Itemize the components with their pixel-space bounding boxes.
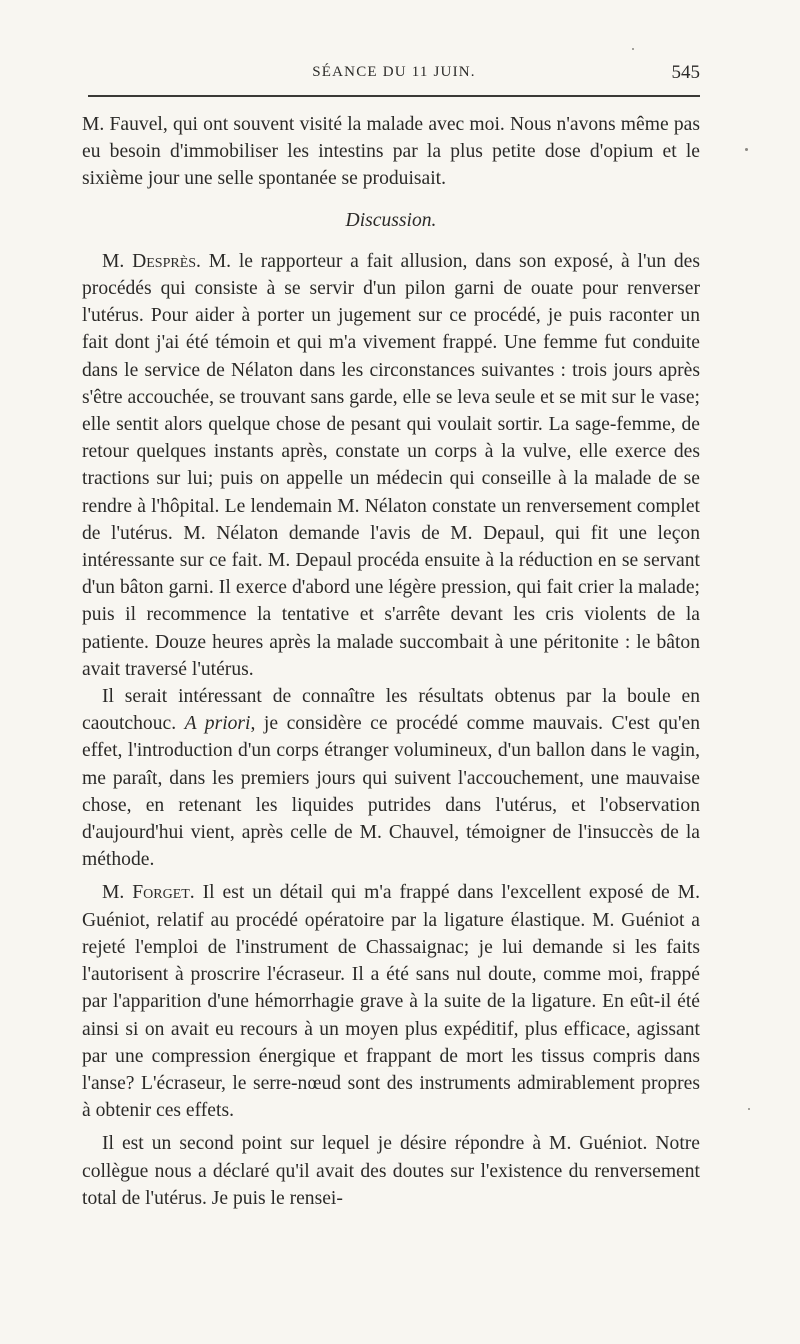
header-title: SÉANCE DU 11 JUIN. [312,64,476,80]
paragraph-second-point: Il est un second point sur lequel je désire répondre à M. Guéniot. Notre collègue nous a déclaré qu'il avait des doutes sur l'existence du renversement total de l'utérus. Je puis le rensei- [82,1133,700,1209]
paragraph-forget [82,879,700,1124]
paragraph-priori [82,683,700,873]
paragraph-continuation: M. Fauvel, qui ont souvent visité la malade avec moi. Nous n'avons même pas eu besoin d'immobiliser les intestins par la plus petite dose d'opium et le sixième jour une selle spontanée se produisait. [82,114,700,190]
header-rule [88,95,700,97]
paragraph-despres [82,248,700,683]
paragraph-text: Il est un détail qui m'a frappé dans l'excellent exposé de M. Guéniot, relatif au procédé opératoire par la ligature élastique. M. Guéniot a rejeté l'emploi de l'instrument de Chassaignac; je lui demande si les faits l'autorisent à proscrire l'écraseur. Il a été sans nul doute, comme moi, frappé par l'apparition d'une hémorrhagie grave à la suite de la ligature. En eût-il été ainsi si on avait eu recours à un moyen plus expéditif, plus efficace, agissant par une compression énergique et frappant de mort les tissus compris dans l'anse? L'écraseur, le serre-nœud sont des instruments admirablement propres à obtenir ces effets. [82,882,700,1122]
paper-speck [748,1108,750,1110]
paragraph-text: M. le rapporteur a fait allusion, dans son exposé, à l'un des procédés qui consiste à se servir d'un pilon garni de ouate pour renverser l'utérus. Pour aider à porter un jugement sur ce procédé, je puis raconter un fait dont j'ai été témoin et qui m'a vivement frappé. Une femme fut conduite dans le service de Nélaton dans les circonstances suivantes : trois jours après s'être accouchée, se trouvant sans garde, elle se leva seule et se mit sur le vase; elle sentit alors quelque chose de pesant qui voulait sortir. La sage-femme, de retour quelques instants après, constate un corps à la vulve, elle exerce des tractions sur lui; puis on appelle un médecin qui conseille à la malade de se rendre à l'hôpital. Le lendemain M. Nélaton constate un renversement complet de l'utérus. M. Nélaton demande l'avis de M. Depaul, qui fit une leçon intéressante sur ce fait. M. Depaul procéda ensuite à la réduction en se servant d'un bâton garni. Il exerce d'abord une légère pression, qui fait crier la malade; puis il recommence la tentative et s'arrête devant les cris violents de la patiente. Douze heures après la malade succombait à une péritonite : le bâton avait traversé l'utérus. [82,250,700,680]
section-heading-discussion: Discussion. [345,209,437,231]
paragraph-text: , je considère ce procédé comme mauvais. C'est qu'en effet, l'introduction d'un corps étranger volumineux, d'un ballon dans le vagin, me paraît, dans les premiers jours qui suivent l'accouchement, une mauvaise chose, en retenant les liquides putrides dans l'utérus, et l'observation d'aujourd'hui vient, après celle de M. Chauvel, témoigner de l'insuccès de la méthode. [82,713,701,871]
paragraph-text: Il serait intéressant de connaître les résultats obtenus par la boule en caoutchouc. [82,686,700,735]
speaker-name: M. Forget. [102,882,195,904]
page-number: 545 [671,62,700,83]
paper-speck [632,48,634,50]
italic-phrase: A priori [184,713,251,735]
running-header [88,62,700,86]
paper-speck [745,148,748,151]
page-body [82,111,700,1212]
speaker-name: M. Desprès. [102,250,201,272]
